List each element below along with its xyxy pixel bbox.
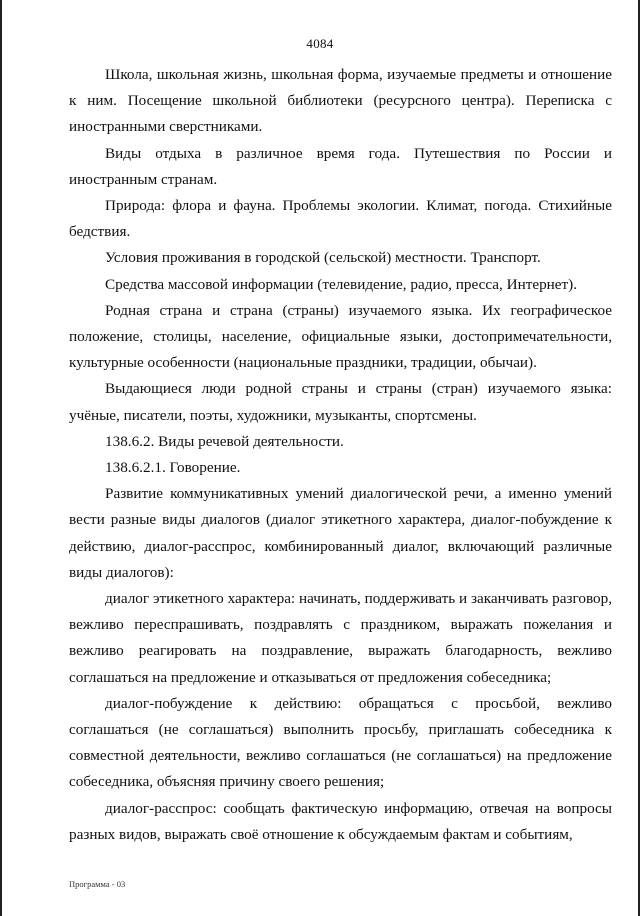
- section-heading-speaking: 138.6.2.1. Говорение.: [105, 459, 241, 477]
- paragraph-nature: Природа: флора и фауна. Проблемы экологии. Климат, погода. Стихийные бедствия.: [69, 197, 612, 241]
- paragraph-leisure-travel: Виды отдыха в различное время года. Путешествия по России и иностранным странам.: [69, 144, 612, 188]
- paragraph-famous-people: Выдающиеся люди родной страны и страны (стран) изучаемого языка: учёные, писатели, поэты, художники, музыканты, спортсмены.: [69, 380, 612, 424]
- paragraph-inquiry-dialogue: диалог-расспрос: сообщать фактическую информацию, отвечая на вопросы разных видов, выражать своё отношение к обсуждаемым фактам и событиям,: [69, 799, 612, 843]
- paragraph-native-country: Родная страна и страна (страны) изучаемого языка. Их географическое положение, столицы, население, официальные языки, достопримечательности, культурные особенности (национальные праздники, традиции, обычаи).: [69, 301, 612, 372]
- page-footer: Программа - 03: [69, 879, 126, 889]
- paragraph-school-life: Школа, школьная жизнь, школьная форма, изучаемые предметы и отношение к ним. Посещение школьной библиотеки (ресурсного центра). Переписка с иностранными сверстниками.: [69, 66, 612, 136]
- scan-left-edge: [0, 0, 2, 916]
- paragraph-incentive-dialogue: диалог-побуждение к действию: обращаться с просьбой, вежливо соглашаться (не соглашаться) выполнить просьбу, приглашать собеседника к совместной деятельности, вежливо соглашаться (не соглашаться) на предложение собеседника, объясняя причину своего решения;: [69, 694, 612, 791]
- paragraph-dialogue-skills: Развитие коммуникативных умений диалогической речи, а именно умений вести разные виды диалогов (диалог этикетного характера, диалог-побуждение к действию, диалог-расспрос, комбинированный диалог, включающий различные виды диалогов):: [69, 485, 612, 581]
- paragraph-mass-media: Средства массовой информации (телевидение, радио, пресса, Интернет).: [105, 275, 578, 293]
- paragraph-etiquette-dialogue: диалог этикетного характера: начинать, поддерживать и заканчивать разговор, вежливо переспрашивать, поздравлять с праздником, выражать пожелания и вежливо реагировать на поздравление, выражать благодарность, вежливо соглашаться на предложение и отказываться от предложения собеседника;: [69, 590, 612, 686]
- page-number: 4084: [306, 36, 334, 51]
- paragraph-living-conditions: Условия проживания в городской (сельской) местности. Транспорт.: [105, 249, 541, 267]
- section-heading-speech-activity: 138.6.2. Виды речевой деятельности.: [105, 432, 344, 450]
- document-body: [69, 62, 612, 848]
